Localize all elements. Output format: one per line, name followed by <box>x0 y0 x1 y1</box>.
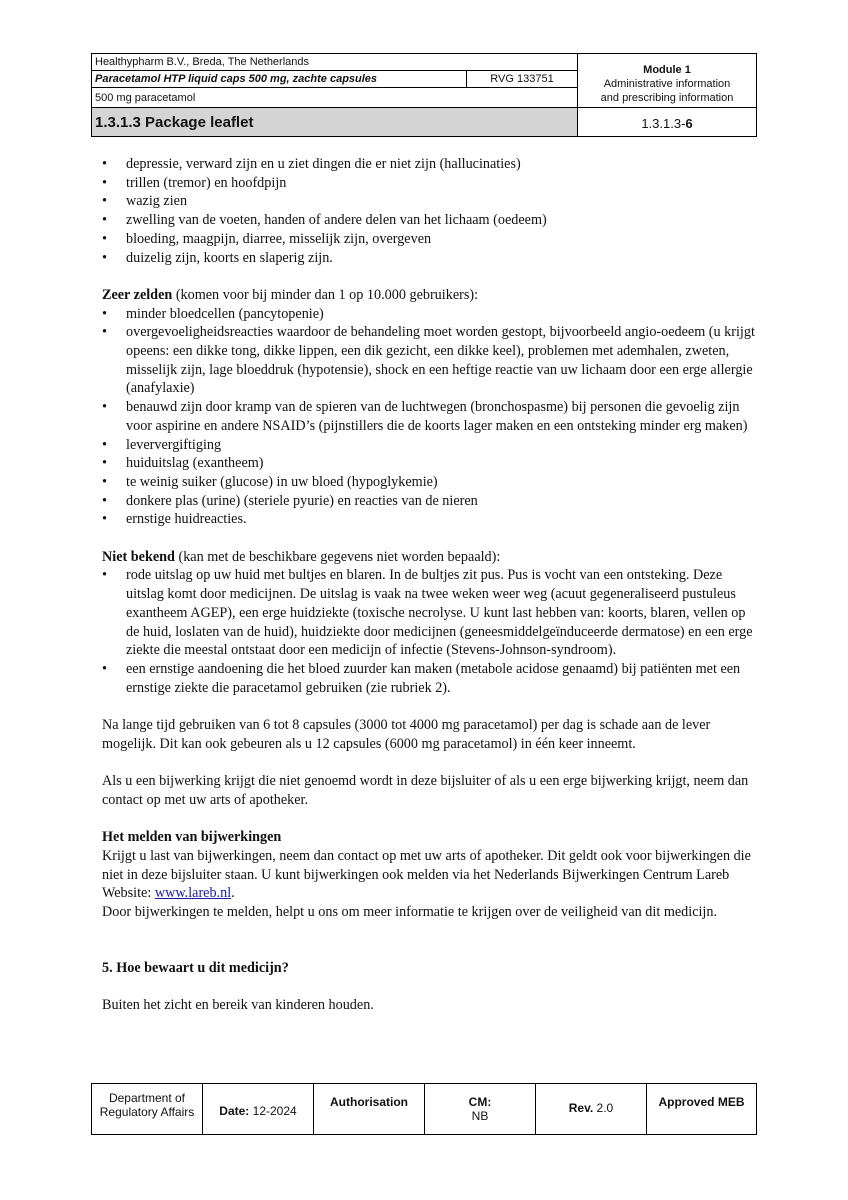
rev-label: Rev. <box>568 1101 594 1115</box>
company-name: Healthypharm B.V., Breda, The Netherlands <box>92 54 577 71</box>
reporting-text: Krijgt u last van bijwerkingen, neem dan contact op met uw arts of apotheker. Dit geldt ook voor bijwerkingen die niet in deze bijsluiter staan. U kunt bijwerkingen ook melden via het Nederlands Bijwerkingen Centrum Lareb Website: <box>102 847 751 902</box>
reporting-paragraph <box>102 847 762 903</box>
module-title: Module 1 <box>643 64 691 76</box>
authorisation: Authorisation <box>314 1084 425 1134</box>
unknown-label: Niet bekend <box>102 548 175 565</box>
very-rare-label: Zeer zelden <box>102 286 173 303</box>
document-footer <box>91 1083 757 1135</box>
list-item: • ernstige huidreacties. <box>102 510 762 529</box>
list-item: • overgevoeligheidsreacties waardoor de behandeling moet worden gestopt, bijvoorbeeld angio-oedeem (u krijgt opeens: een dikke tong, dikke lippen, een dik gezicht, een dikke keel), problemen met ademhalen, zweten, misselijk zijn, lage bloeddruk (hypotensie), shock en een heftige reactie van uw lichaam door een erge allergie (anafylaxie) <box>102 323 762 398</box>
unknown-heading <box>102 548 762 567</box>
cm-label: CM: <box>468 1095 492 1109</box>
active-substance: 500 mg paracetamol <box>95 92 196 104</box>
unknown-list <box>102 566 762 697</box>
list-item: • depressie, verward zijn en u ziet dingen die er niet zijn (hallucinaties) <box>102 155 762 174</box>
contact-paragraph: Als u een bijwerking krijgt die niet genoemd wordt in deze bijsluiter of als u een erge bijwerking krijgt, neem dan contact op met uw arts of apotheker. <box>102 773 749 808</box>
section-title: 1.3.1.3 Package leaflet <box>92 107 577 136</box>
department-line-2: Regulatory Affairs <box>99 1105 195 1119</box>
page-prefix: 1.3.1.3- <box>641 116 686 131</box>
list-item: • zwelling van de voeten, handen of andere delen van het lichaam (oedeem) <box>102 211 762 230</box>
date <box>203 1084 314 1134</box>
list-item: • donkere plas (urine) (steriele pyurie) en reacties van de nieren <box>102 492 762 511</box>
reporting-paragraph-2: Door bijwerkingen te melden, helpt u ons om meer informatie te krijgen over de veiligheid van dit medicijn. <box>102 904 718 921</box>
date-label: Date: <box>219 1104 250 1118</box>
list-item: • trillen (tremor) en hoofdpijn <box>102 174 762 193</box>
cm-value: NB <box>471 1109 489 1123</box>
list-item: • minder bloedcellen (pancytopenie) <box>102 305 762 324</box>
list-item: • een ernstige aandoening die het bloed zuurder kan maken (metabole acidose genaamd) bij patiënten met een ernstige ziekte die paracetamol gebruiken (zie rubriek 2). <box>102 660 762 697</box>
cm <box>425 1084 536 1134</box>
department-line-1: Department of <box>108 1091 186 1105</box>
list-item: • duizelig zijn, koorts en slaperig zijn. <box>102 249 762 268</box>
side-effects-list <box>102 155 762 267</box>
department <box>92 1084 203 1134</box>
unknown-intro: (kan met de beschikbare gegevens niet worden bepaald): <box>174 548 501 565</box>
rvg-number: RVG 133751 <box>467 71 577 88</box>
overdose-paragraph: Na lange tijd gebruiken van 6 tot 8 capsules (3000 tot 4000 mg paracetamol) per dag is schade aan de lever mogelijk. Dit kan ook gebeuren als u 12 capsules (6000 mg paracetamol) in één keer inneemt. <box>102 717 711 752</box>
very-rare-heading <box>102 286 762 305</box>
page-number <box>577 107 756 136</box>
reporting-text-end: . <box>231 885 235 902</box>
list-item: • bloeding, maagpijn, diarree, misselijk zijn, overgeven <box>102 230 762 249</box>
reporting-heading: Het melden van bijwerkingen <box>102 829 282 846</box>
module-info <box>577 54 756 107</box>
module-line-2: Administrative information <box>603 78 731 90</box>
section-5-text: Buiten het zicht en bereik van kinderen houden. <box>102 997 374 1014</box>
list-item: • te weinig suiker (glucose) in uw bloed (hypoglykemie) <box>102 473 762 492</box>
product-name: Paracetamol HTP liquid caps 500 mg, zachte capsules <box>92 71 467 88</box>
module-line-3: and prescribing information <box>600 92 734 104</box>
rev-value: 2.0 <box>593 1101 614 1115</box>
page-number-value: 6 <box>685 116 693 131</box>
revision <box>536 1084 647 1134</box>
very-rare-intro: (komen voor bij minder dan 1 op 10.000 gebruikers): <box>172 286 479 303</box>
list-item: • leververgiftiging <box>102 436 762 455</box>
date-value: 12-2024 <box>249 1104 297 1118</box>
lareb-link[interactable]: www.lareb.nl <box>154 885 232 902</box>
list-item: • huiduitslag (exantheem) <box>102 454 762 473</box>
list-item: • benauwd zijn door kramp van de spieren van de luchtwegen (bronchospasme) bij personen die gevoelig zijn voor aspirine en andere NSAID’s (pijnstillers die de koorts lager maken en een ontsteking minder erg maken) <box>102 398 762 435</box>
document-header <box>91 53 757 137</box>
list-item: • rode uitslag op uw huid met bultjes en blaren. In de bultjes zit pus. Pus is vocht van een ontsteking. Deze uitslag komt door medicijnen. De uitslag is vaak na twee weken weer weg (acuut gegeneraliseerd pustuleus exantheem AGEP), een erge huidziekte (toxische necrolyse. U kunt last hebben van: koorts, blaren, vellen op de huid, loslaten van de huid), huidziekte door medicijnen (geneesmiddelgeïnduceerde dermatose) en een erge ziekte die meestal ontstaat door een medicijn of infectie (Stevens-Johnson-syndroom). <box>102 566 762 660</box>
approved: Approved MEB <box>658 1095 745 1109</box>
list-item: • wazig zien <box>102 192 762 211</box>
section-5-heading: 5. Hoe bewaart u dit medicijn? <box>102 959 289 976</box>
very-rare-list <box>102 305 762 529</box>
leaflet-content <box>102 155 762 1015</box>
